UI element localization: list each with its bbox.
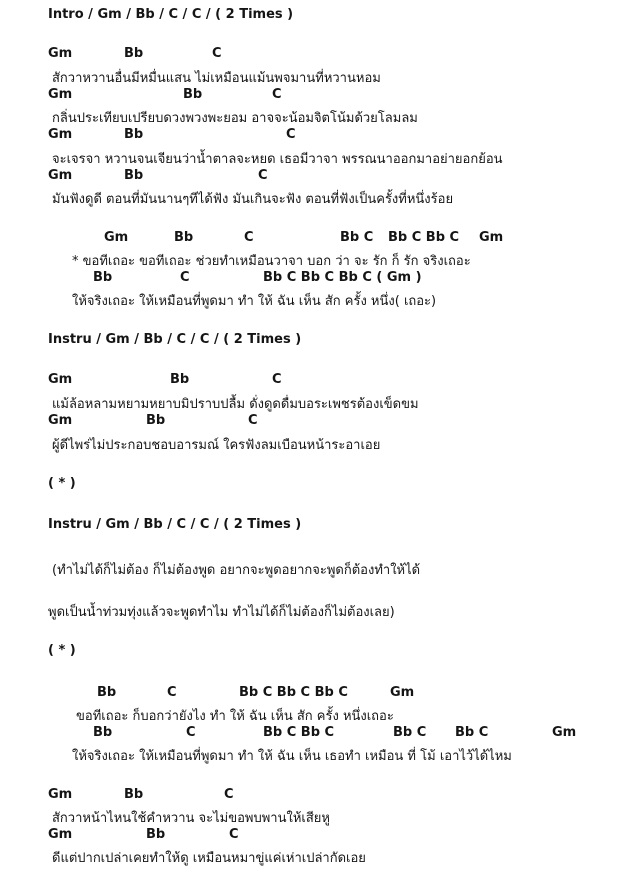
lyric-text: พูดเป็นน้ำท่วมทุ่งแล้วจะพูดทำไม ทำไม่ได้ก็ไม่ต้องก็ไม่ต้องเลย) <box>48 605 395 620</box>
chorus-chord-line <box>0 270 620 288</box>
lyric-text: สักวาหน้าไหนใช้คำหวาน จะไม่ขอพบพานให้เสียหู <box>52 811 330 826</box>
lyric-text: * ขอทีเถอะ ขอทีเถอะ ช่วยทำเหมือนวาจา บอก ว่า จะ รัก ก็ รัก จริงเถอะ <box>72 254 471 269</box>
chord: C <box>212 46 222 61</box>
chord: Gm <box>104 230 129 245</box>
verse1-chord-line <box>0 168 620 186</box>
chord: Bb <box>170 372 190 387</box>
lyric-text: จะเจรจา หวานจนเจียนว่าน้ำตาลจะหยด เธอมีวาจา พรรณนาออกมาอย่ายอกย้อน <box>52 152 503 167</box>
verse2-lyric-line <box>0 393 620 411</box>
chorus-lyric-line <box>0 250 620 268</box>
chord: Gm <box>390 685 415 700</box>
lyric-text: ผู้ดีไพร่ไม่ประกอบชอบอารมณ์ ใครฟังลมเบือนหน้าระอาเอย <box>52 438 381 453</box>
chord: Bb C <box>455 725 489 740</box>
verse1-lyric-line <box>0 67 620 85</box>
chord: Bb <box>124 46 144 61</box>
lyric-text: ให้จริงเถอะ ให้เหมือนที่พูดมา ทำ ให้ ฉัน เห็น เธอทำ เหมือน ที่ โม้ เอาไว้ได้ไหม <box>72 749 512 764</box>
verse3-lyric-line <box>0 847 620 865</box>
chord: C <box>224 787 234 802</box>
chord: C <box>258 168 268 183</box>
chord: Bb C <box>393 725 427 740</box>
verse1-lyric-line <box>0 107 620 125</box>
outro-chorus-chord-line <box>0 685 620 703</box>
chord: Gm <box>48 787 73 802</box>
chord: Gm <box>48 413 73 428</box>
outro-chorus-chord-line <box>0 725 620 743</box>
verse2-lyric-line <box>0 434 620 452</box>
chorus-lyric-line <box>0 290 620 308</box>
chord: Gm <box>48 827 73 842</box>
chord: C <box>229 827 239 842</box>
verse1-chord-line <box>0 87 620 105</box>
verse2-chord-line <box>0 372 620 390</box>
chord: Gm <box>48 46 73 61</box>
chord: C <box>244 230 254 245</box>
lyric-text: ขอทีเถอะ ก็บอกว่ายังไง ทำ ให้ ฉัน เห็น สัก ครั้ง หนึ่งเถอะ <box>76 709 394 724</box>
spoken-lyric-line <box>0 559 620 577</box>
instru-heading-2-line <box>0 517 620 535</box>
chord: Bb <box>93 725 113 740</box>
verse1-chord-line <box>0 127 620 145</box>
chord: Bb <box>146 413 166 428</box>
verse1-lyric-line <box>0 188 620 206</box>
verse3-lyric-line <box>0 807 620 825</box>
chord: Bb <box>146 827 166 842</box>
instru-heading-line <box>0 332 620 350</box>
chord: Bb C Bb C Bb C <box>239 685 348 700</box>
chord: Gm <box>552 725 577 740</box>
verse1-chord-line <box>0 46 620 64</box>
outro-chorus-lyric-line <box>0 745 620 763</box>
chord: Bb C Bb C <box>263 725 335 740</box>
chord: Gm <box>48 372 73 387</box>
chord: Bb <box>124 127 144 142</box>
chord: Gm <box>48 87 73 102</box>
chord: C <box>248 413 258 428</box>
lyric-text: ดีแต่ปากเปล่าเคยทำให้ดู เหมือนหมาขู่แค่เห่าเปล่ากัดเอย <box>52 851 366 866</box>
chord: C <box>167 685 177 700</box>
chord: Gm <box>48 127 73 142</box>
verse3-chord-line <box>0 787 620 805</box>
lyric-text: แม้ล้อหลามหยามหยาบมิปราบปลื้ม ดั่งดูดดื่มบอระเพชรต้องเข็ดขม <box>52 397 419 412</box>
chord: Bb <box>174 230 194 245</box>
chord: Bb C Bb C <box>388 230 460 245</box>
chord: C <box>186 725 196 740</box>
lyric-text: มันฟังดูดี ตอนที่มันนานๆทีได้ฟัง มันเกินจะฟัง ตอนที่ฟังเป็นครั้งที่หนึ่งร้อย <box>52 192 454 207</box>
spoken-lyric-line <box>0 601 620 619</box>
verse2-chord-line <box>0 413 620 431</box>
chord: Gm <box>479 230 504 245</box>
lyric-text: (ทำไม่ได้ก็ไม่ต้อง ก็ไม่ต้องพูด อยากจะพูดอยากจะพูดก็ต้องทำให้ได้ <box>52 563 421 578</box>
repeat-marker-2: ( * ) <box>48 643 76 658</box>
lyric-text: สักวาหวานอื่นมีหมื่นแสน ไม่เหมือนแม้นพจมานที่หวานหอม <box>52 71 381 86</box>
verse1-lyric-line <box>0 148 620 166</box>
chord: Bb C <box>340 230 374 245</box>
chorus-chord-line <box>0 230 620 248</box>
chord: Bb C Bb C Bb C ( Gm ) <box>263 270 422 285</box>
repeat-marker: ( * ) <box>48 476 76 491</box>
chord: Bb <box>97 685 117 700</box>
chord: Bb <box>124 168 144 183</box>
repeat-marker-2-line <box>0 643 620 661</box>
chord: Bb <box>124 787 144 802</box>
chord: Bb <box>93 270 113 285</box>
intro-heading: Intro / Gm / Bb / C / C / ( 2 Times ) <box>48 7 294 22</box>
instru-heading-2: Instru / Gm / Bb / C / C / ( 2 Times ) <box>48 517 302 532</box>
lyric-text: กลิ่นประเทียบเปรียบดวงพวงพะยอม อาจจะน้อมจิตโน้มด้วยโลมลม <box>52 111 418 126</box>
outro-chorus-lyric-line <box>0 705 620 723</box>
chord: Gm <box>48 168 73 183</box>
chord: C <box>272 372 282 387</box>
chord: C <box>180 270 190 285</box>
chord: C <box>272 87 282 102</box>
lyric-text: ให้จริงเถอะ ให้เหมือนที่พูดมา ทำ ให้ ฉัน เห็น สัก ครั้ง หนึ่ง( เถอะ) <box>72 294 437 309</box>
verse3-chord-line <box>0 827 620 845</box>
chord: Bb <box>183 87 203 102</box>
repeat-marker-line <box>0 476 620 494</box>
intro-heading-line <box>0 7 620 25</box>
chord: C <box>286 127 296 142</box>
instru-heading: Instru / Gm / Bb / C / C / ( 2 Times ) <box>48 332 302 347</box>
